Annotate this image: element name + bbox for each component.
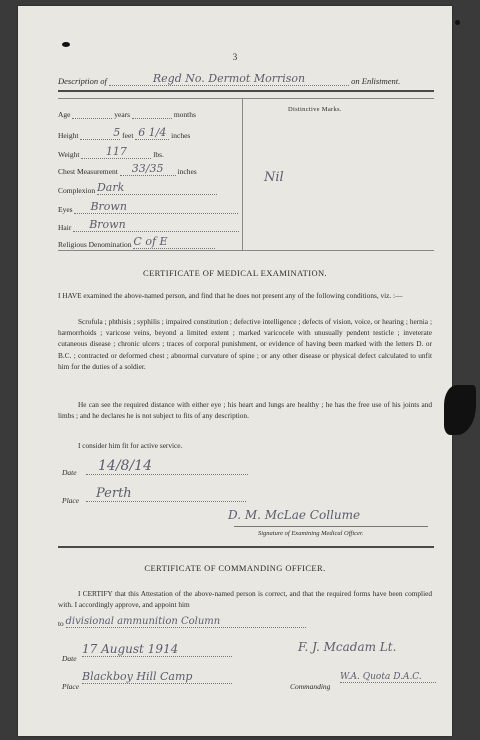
page-number: 3 (232, 52, 238, 62)
religion-label: Religious Denomination (58, 240, 132, 249)
commanding-para-text: that this Attestation of the above-named person is correct, and that the required forms have been complied with. I accordingly approve, and appoint him (58, 589, 432, 610)
hair-value: Brown (73, 218, 239, 232)
punch-hole (62, 42, 70, 47)
commanding-date-value: 17 August 1914 (82, 642, 232, 657)
chest-unit: inches (177, 167, 197, 176)
commanding-place-value: Blackboy Hill Camp (82, 670, 232, 684)
complexion-label: Complexion (58, 186, 96, 195)
attestation-page (18, 6, 452, 736)
medical-para1 (58, 290, 432, 301)
medical-para3: He can see the required distance with either eye ; his heart and lungs are healthy ; he has the free use of his joints and limbs ; and he declares he is not subject to fits of any description. (58, 400, 432, 421)
religion-row (58, 235, 215, 249)
commanding-unit-value: W.A. Quota D.A.C. (340, 672, 436, 683)
age-label: Age (58, 110, 71, 119)
appointment-line (58, 616, 306, 628)
commanding-place-label: Place (62, 682, 80, 691)
medical-officer-signature: D. M. McLae Collume (228, 508, 361, 522)
commanding-officer-signature: F. J. Mcadam Lt. (298, 640, 397, 654)
box-top (58, 98, 434, 99)
height-feet-value: 5 (80, 126, 120, 140)
distinctive-marks-value: Nil (264, 170, 284, 185)
commanding-date-label: Date (62, 654, 77, 663)
complexion-value: Dark (97, 181, 217, 195)
medical-title: CERTIFICATE OF MEDICAL EXAMINATION. (142, 268, 328, 278)
chest-row (58, 162, 197, 176)
hair-row (58, 218, 239, 232)
age-months-label: months (173, 110, 196, 119)
top-rule (58, 90, 434, 92)
ink-spot (455, 20, 460, 25)
height-feet-label: feet (122, 131, 134, 140)
height-inches-value: 6 1/4 (135, 126, 169, 140)
weight-unit: lbs. (153, 150, 164, 159)
appointment-to-label: to (58, 619, 64, 628)
hair-label: Hair (58, 223, 72, 232)
height-inches-label: inches (171, 131, 191, 140)
description-prefix: Description of (58, 76, 107, 86)
box-bottom (58, 250, 434, 251)
eyes-label: Eyes (58, 205, 73, 214)
description-suffix: on Enlistment. (351, 76, 401, 86)
description-line (58, 72, 400, 86)
height-label: Height (58, 131, 79, 140)
commanding-para (58, 588, 432, 610)
medical-place-value: Perth (86, 486, 246, 502)
medical-signature-label: Signature of Examining Medical Officer. (258, 530, 364, 537)
medical-para4: I consider him fit for active service. (78, 441, 183, 450)
recruit-name: Regd No. Dermot Morrison (109, 72, 349, 86)
weight-label: Weight (58, 150, 80, 159)
medical-place-label: Place (62, 496, 80, 505)
section-rule (58, 546, 434, 548)
medical-para1-text: examined the above-named person, and find that he does not present any of the following conditions, viz. :— (83, 291, 403, 300)
appointment-value: divisional ammunition Column (66, 616, 306, 628)
medical-date-value: 14/8/14 (86, 458, 248, 475)
complexion-row (58, 181, 217, 195)
eyes-value: Brown (74, 200, 238, 214)
medical-para1-lead: I HAVE (58, 291, 82, 300)
age-years-label: years (114, 110, 131, 119)
commanding-para-lead: I CERTIFY (78, 589, 113, 598)
weight-value: 117 (81, 145, 151, 159)
chest-value: 33/35 (120, 162, 176, 176)
signature-line (234, 526, 428, 527)
box-divider (242, 98, 243, 250)
commanding-title: CERTIFICATE OF COMMANDING OFFICER. (144, 563, 326, 573)
age-row (58, 110, 196, 119)
distinctive-marks-label: Distinctive Marks. (288, 106, 342, 113)
chest-label: Chest Measurement (58, 167, 118, 176)
eyes-row (58, 200, 238, 214)
height-row (58, 126, 190, 140)
weight-row (58, 145, 164, 159)
religion-value: C of E (133, 235, 215, 249)
commanding-label: Commanding (290, 682, 331, 691)
medical-date-label: Date (62, 468, 77, 477)
page-edge-stain (444, 385, 476, 435)
medical-para2: Scrofula ; phthisis ; syphilis ; impaired constitution ; defective intelligence ; defects of vision, voice, or hearing ; hernia ; hæmorrhoids ; varicose veins, beyond a limited extent ; marked varicocele with unusually pendent testicle ; inveterate cutaneous disease ; chronic ulcers ; traces of corporal punishment, or evidence of having been marked with the letters D. or B.C. ; contracted or deformed chest ; abnormal curvature of spine ; or any other disease or physical defect calculated to unfit him for the duties of a soldier. (58, 317, 432, 371)
